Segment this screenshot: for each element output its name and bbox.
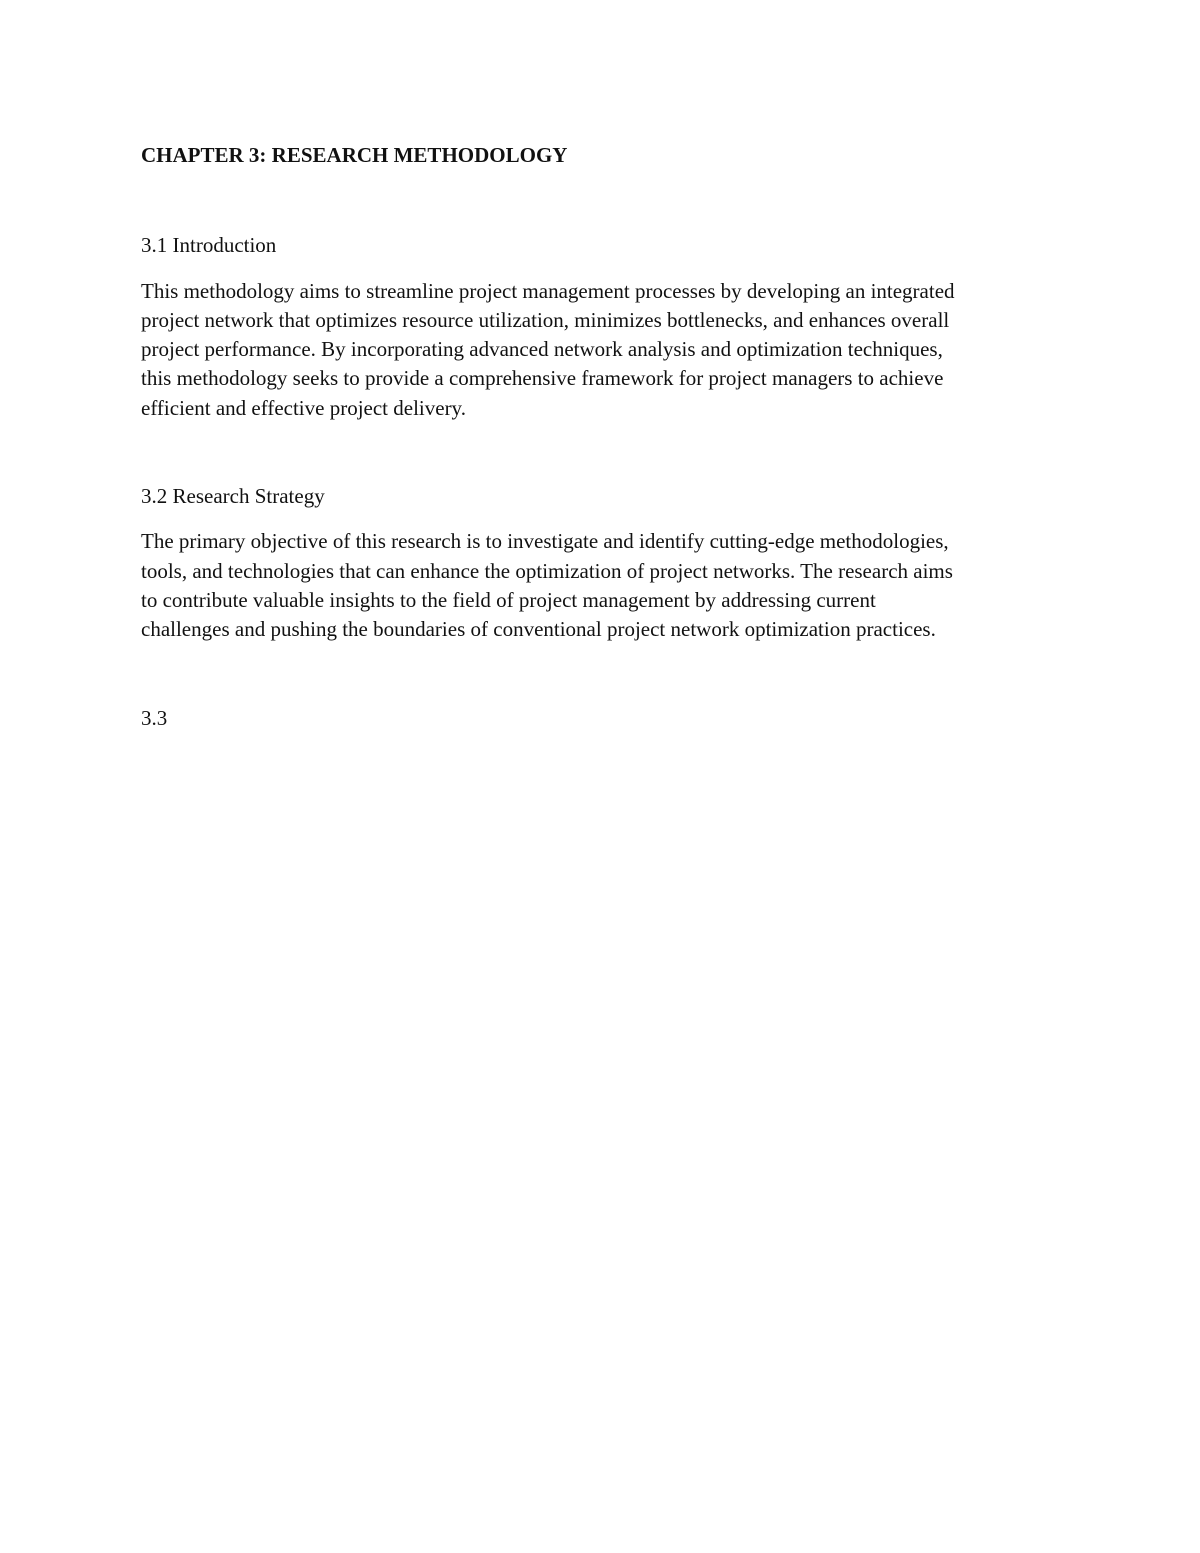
paragraph-introduction — [141, 277, 1061, 423]
paragraph-line: challenges and pushing the boundaries of conventional project network optimization practices. — [141, 617, 936, 642]
paragraph-line: efficient and effective project delivery. — [141, 395, 466, 420]
paragraph-research-strategy — [141, 527, 1061, 644]
paragraph-line: tools, and technologies that can enhance the optimization of project networks. The research aims — [141, 558, 953, 583]
paragraph-line: this methodology seeks to provide a comprehensive framework for project managers to achieve — [141, 366, 944, 391]
chapter-title: CHAPTER 3: RESEARCH METHODOLOGY — [141, 143, 568, 167]
paragraph-line: to contribute valuable insights to the field of project management by addressing current — [141, 587, 876, 612]
section-heading-3-3: 3.3 — [141, 705, 168, 730]
paragraph-line: project network that optimizes resource utilization, minimizes bottlenecks, and enhances overall — [141, 307, 950, 332]
section-heading-research-strategy: 3.2 Research Strategy — [141, 484, 325, 509]
paragraph-line: The primary objective of this research is to investigate and identify cutting-edge methodologies, — [141, 529, 949, 554]
section-heading-introduction: 3.1 Introduction — [141, 233, 277, 258]
document-body — [141, 141, 1061, 733]
paragraph-line: project performance. By incorporating advanced network analysis and optimization techniques, — [141, 337, 943, 362]
paragraph-line: This methodology aims to streamline project management processes by developing an integrated — [141, 278, 955, 303]
